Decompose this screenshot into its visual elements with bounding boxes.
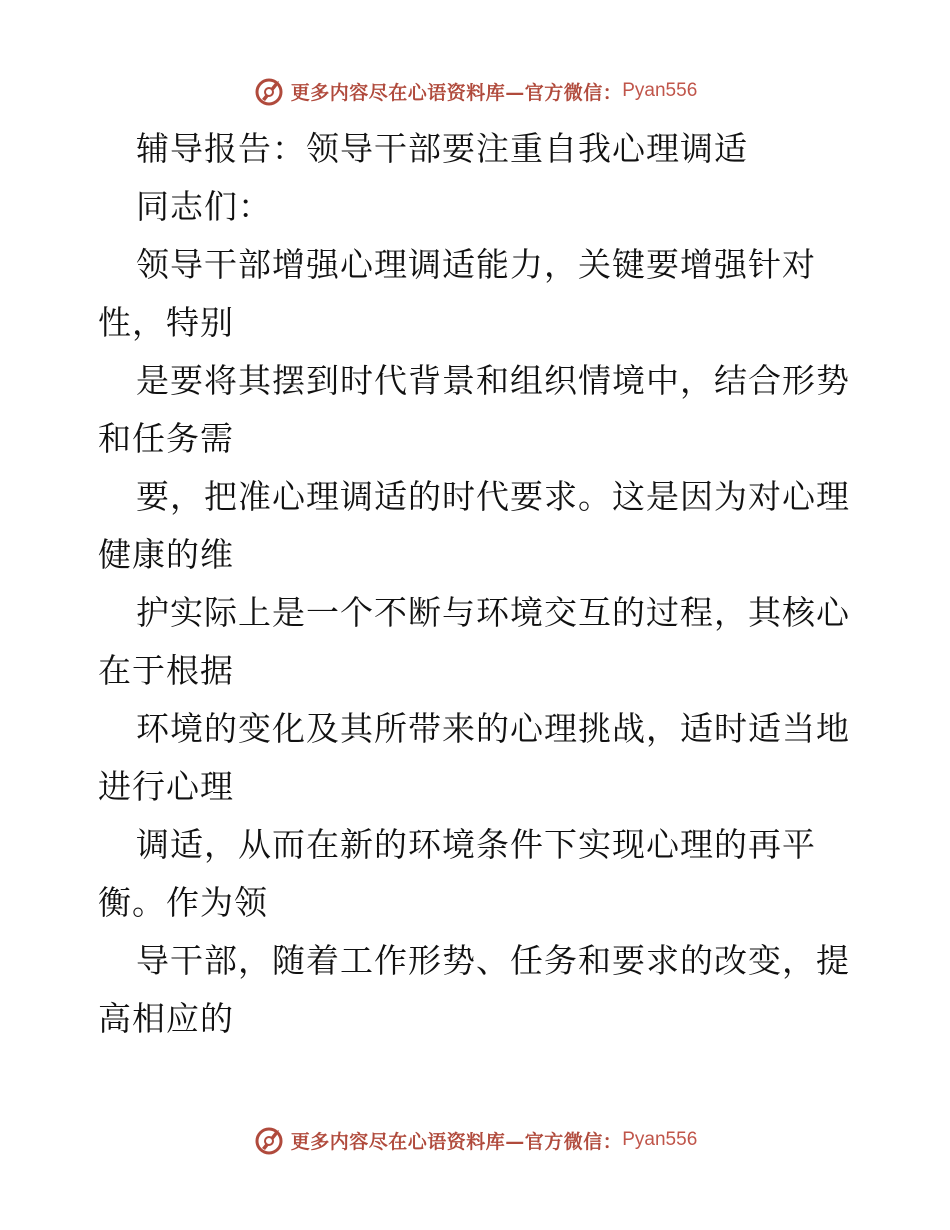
paragraph-line: 环境的变化及其所带来的心理挑战，适时适当地 (136, 709, 850, 748)
banner-text: 更多内容尽在心语资料库—官方微信： (290, 81, 623, 104)
paragraph-line: 要，把准心理调适的时代要求。这是因为对心理 (136, 477, 850, 516)
paragraph-line: 护实际上是一个不断与环境交互的过程，其核心 (136, 593, 850, 632)
paragraph-line: 领导干部增强心理调适能力，关键要增强针对 (136, 245, 816, 284)
paragraph-line: 衡。作为领 (98, 883, 268, 922)
paragraph-line: 进行心理 (98, 767, 234, 806)
paragraph-line: 导干部，随着工作形势、任务和要求的改变，提 (136, 941, 850, 980)
salutation: 同志们： (136, 187, 272, 226)
banner-text: 更多内容尽在心语资料库—官方微信： (290, 1130, 623, 1153)
paragraph-line: 和任务需 (98, 419, 234, 458)
paragraph-line: 性，特别 (98, 303, 234, 342)
footer-banner (0, 1120, 950, 1160)
paragraph-line: 健康的维 (98, 535, 234, 574)
paragraph-line: 高相应的 (98, 999, 234, 1038)
quill-logo-icon (253, 75, 285, 107)
quill-logo-icon (253, 1124, 285, 1156)
paragraph-line: 是要将其摆到时代背景和组织情境中，结合形势 (136, 361, 850, 400)
header-banner (0, 71, 950, 111)
banner-wechat-id: Pyan556 (622, 80, 698, 101)
paragraph-line: 调适，从而在新的环境条件下实现心理的再平 (136, 825, 816, 864)
document-title: 辅导报告：领导干部要注重自我心理调适 (136, 129, 748, 168)
paragraph-line: 在于根据 (98, 651, 234, 690)
document-body (98, 120, 858, 1048)
banner-wechat-id: Pyan556 (622, 1129, 698, 1150)
